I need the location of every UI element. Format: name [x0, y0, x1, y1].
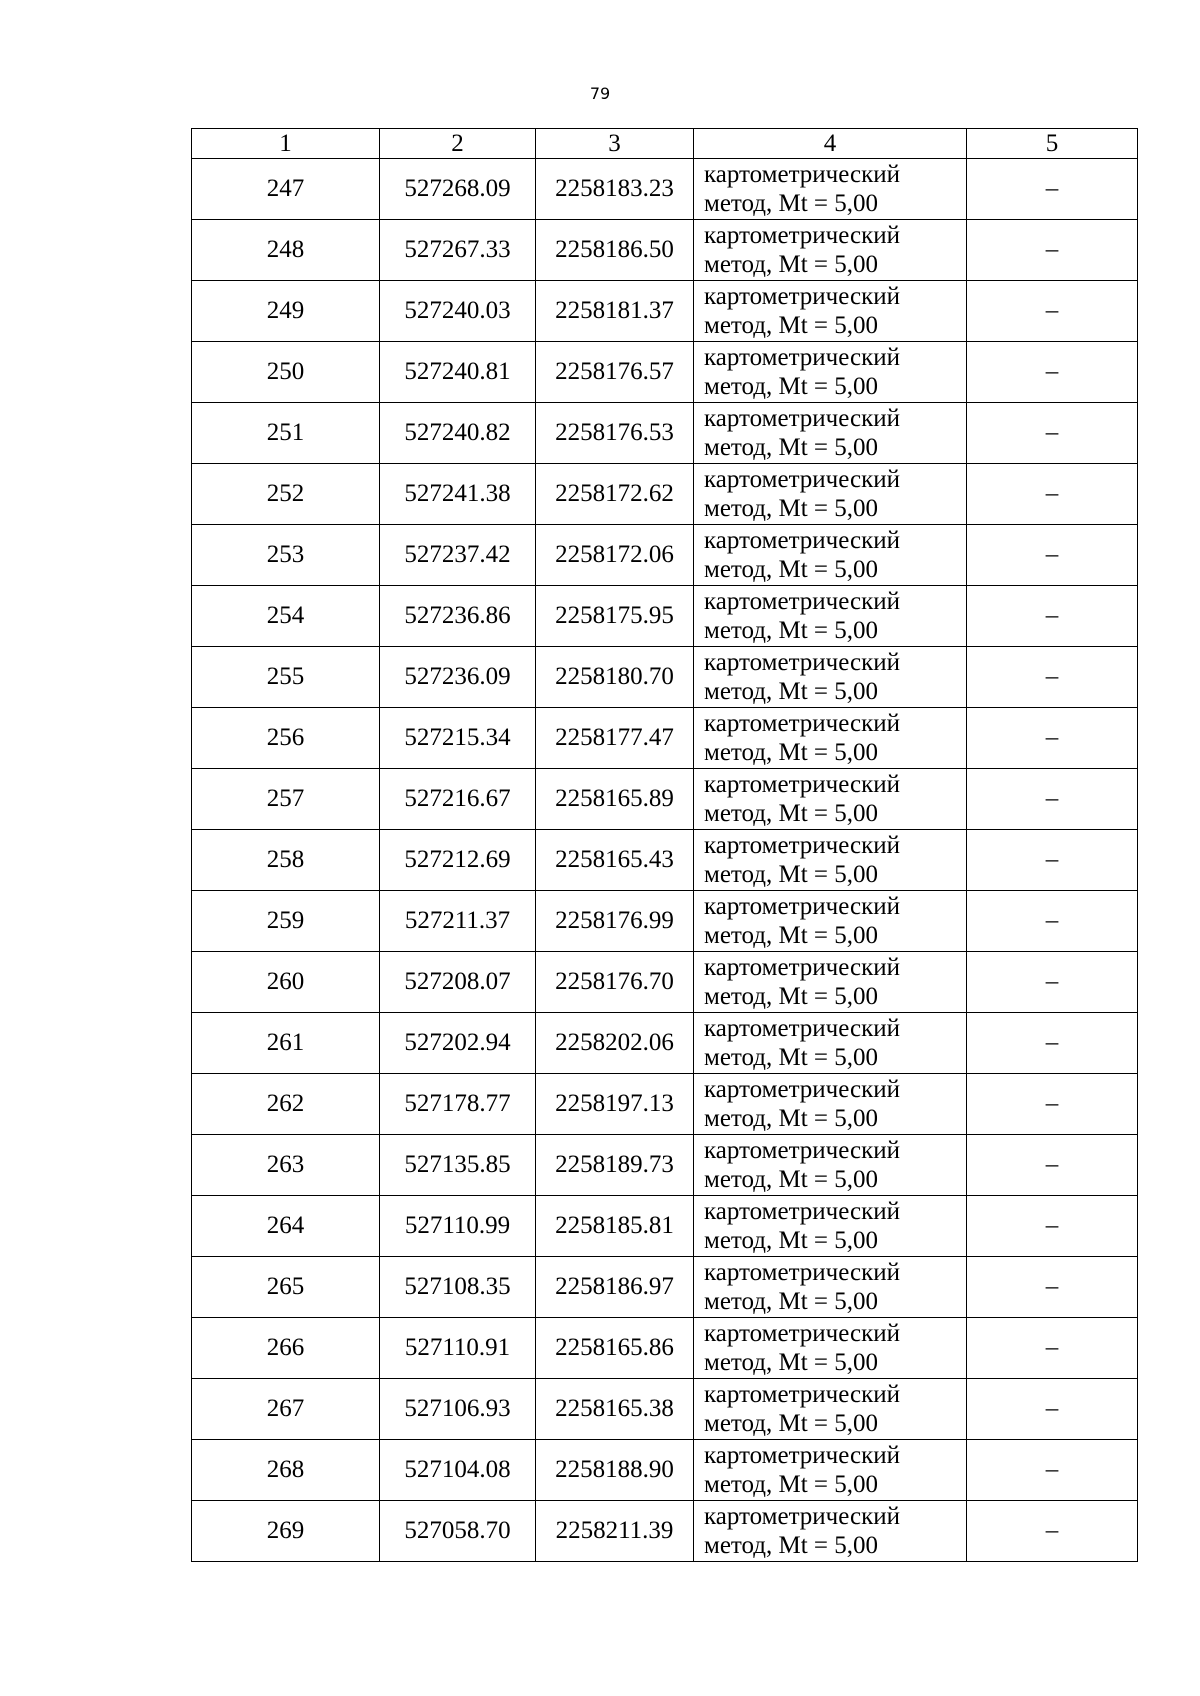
- point-number-cell: 258: [192, 830, 380, 891]
- header-row: [192, 129, 1138, 159]
- y-coordinate-cell: 2258176.99: [536, 891, 694, 952]
- y-coordinate-cell: 2258165.43: [536, 830, 694, 891]
- method-cell: [694, 1074, 967, 1135]
- method-line-2: метод, Mt = 5,00: [704, 495, 879, 522]
- method-line-1: картометрический: [704, 1137, 900, 1164]
- x-coordinate-cell: 527058.70: [380, 1501, 536, 1562]
- point-number-cell: 256: [192, 708, 380, 769]
- point-number-cell: 266: [192, 1318, 380, 1379]
- method-line-1: картометрический: [704, 1442, 900, 1469]
- x-coordinate-cell: 527211.37: [380, 891, 536, 952]
- method-line-1: картометрический: [704, 161, 900, 188]
- method-line-1: картометрический: [704, 1320, 900, 1347]
- method-line-2: метод, Mt = 5,00: [704, 983, 879, 1010]
- x-coordinate-cell: 527216.67: [380, 769, 536, 830]
- method-cell: [694, 1196, 967, 1257]
- y-coordinate-cell: 2258186.50: [536, 220, 694, 281]
- method-cell: [694, 1257, 967, 1318]
- method-cell: [694, 708, 967, 769]
- y-coordinate-cell: 2258165.89: [536, 769, 694, 830]
- x-coordinate-cell: 527202.94: [380, 1013, 536, 1074]
- method-cell: [694, 220, 967, 281]
- y-coordinate-cell: 2258175.95: [536, 586, 694, 647]
- page-number: 79: [589, 84, 611, 103]
- table-body: [192, 159, 1138, 1562]
- y-coordinate-cell: 2258189.73: [536, 1135, 694, 1196]
- note-cell: –: [967, 1318, 1138, 1379]
- table-row: [192, 1013, 1138, 1074]
- method-cell: [694, 342, 967, 403]
- method-line-1: картометрический: [704, 1259, 900, 1286]
- table-row: [192, 647, 1138, 708]
- note-cell: –: [967, 220, 1138, 281]
- x-coordinate-cell: 527215.34: [380, 708, 536, 769]
- method-cell: [694, 769, 967, 830]
- table-row: [192, 952, 1138, 1013]
- method-line-2: метод, Mt = 5,00: [704, 556, 879, 583]
- column-header: 5: [967, 129, 1138, 159]
- method-line-1: картометрический: [704, 649, 900, 676]
- note-cell: –: [967, 952, 1138, 1013]
- x-coordinate-cell: 527178.77: [380, 1074, 536, 1135]
- table-row: [192, 830, 1138, 891]
- note-cell: –: [967, 1013, 1138, 1074]
- method-line-2: метод, Mt = 5,00: [704, 373, 879, 400]
- note-cell: –: [967, 403, 1138, 464]
- x-coordinate-cell: 527108.35: [380, 1257, 536, 1318]
- method-cell: [694, 952, 967, 1013]
- x-coordinate-cell: 527268.09: [380, 159, 536, 220]
- note-cell: –: [967, 1440, 1138, 1501]
- y-coordinate-cell: 2258211.39: [536, 1501, 694, 1562]
- method-cell: [694, 1379, 967, 1440]
- note-cell: –: [967, 647, 1138, 708]
- note-cell: –: [967, 1257, 1138, 1318]
- method-cell: [694, 647, 967, 708]
- y-coordinate-cell: 2258202.06: [536, 1013, 694, 1074]
- note-cell: –: [967, 769, 1138, 830]
- method-line-2: метод, Mt = 5,00: [704, 922, 879, 949]
- method-line-1: картометрический: [704, 1198, 900, 1225]
- table-row: [192, 1257, 1138, 1318]
- method-cell: [694, 1135, 967, 1196]
- method-line-1: картометрический: [704, 954, 900, 981]
- method-line-2: метод, Mt = 5,00: [704, 1471, 879, 1498]
- point-number-cell: 248: [192, 220, 380, 281]
- point-number-cell: 261: [192, 1013, 380, 1074]
- method-line-2: метод, Mt = 5,00: [704, 1227, 879, 1254]
- method-line-1: картометрический: [704, 588, 900, 615]
- point-number-cell: 250: [192, 342, 380, 403]
- x-coordinate-cell: 527212.69: [380, 830, 536, 891]
- method-cell: [694, 891, 967, 952]
- point-number-cell: 253: [192, 525, 380, 586]
- x-coordinate-cell: 527236.09: [380, 647, 536, 708]
- method-line-1: картометрический: [704, 527, 900, 554]
- table-row: [192, 220, 1138, 281]
- column-header: 4: [694, 129, 967, 159]
- table-row: [192, 1379, 1138, 1440]
- point-number-cell: 262: [192, 1074, 380, 1135]
- note-cell: –: [967, 281, 1138, 342]
- method-line-2: метод, Mt = 5,00: [704, 1044, 879, 1071]
- method-line-1: картометрический: [704, 832, 900, 859]
- table-row: [192, 403, 1138, 464]
- method-cell: [694, 159, 967, 220]
- x-coordinate-cell: 527110.99: [380, 1196, 536, 1257]
- point-number-cell: 265: [192, 1257, 380, 1318]
- table-row: [192, 159, 1138, 220]
- note-cell: –: [967, 1501, 1138, 1562]
- y-coordinate-cell: 2258165.38: [536, 1379, 694, 1440]
- method-line-1: картометрический: [704, 466, 900, 493]
- x-coordinate-cell: 527106.93: [380, 1379, 536, 1440]
- y-coordinate-cell: 2258180.70: [536, 647, 694, 708]
- y-coordinate-cell: 2258176.57: [536, 342, 694, 403]
- note-cell: –: [967, 342, 1138, 403]
- table-row: [192, 1196, 1138, 1257]
- y-coordinate-cell: 2258177.47: [536, 708, 694, 769]
- table-row: [192, 586, 1138, 647]
- note-cell: –: [967, 464, 1138, 525]
- x-coordinate-cell: 527104.08: [380, 1440, 536, 1501]
- method-line-2: метод, Mt = 5,00: [704, 1105, 879, 1132]
- method-line-2: метод, Mt = 5,00: [704, 312, 879, 339]
- x-coordinate-cell: 527110.91: [380, 1318, 536, 1379]
- method-cell: [694, 586, 967, 647]
- note-cell: –: [967, 1074, 1138, 1135]
- table-row: [192, 708, 1138, 769]
- note-cell: –: [967, 830, 1138, 891]
- point-number-cell: 268: [192, 1440, 380, 1501]
- point-number-cell: 259: [192, 891, 380, 952]
- y-coordinate-cell: 2258176.53: [536, 403, 694, 464]
- method-cell: [694, 1440, 967, 1501]
- y-coordinate-cell: 2258186.97: [536, 1257, 694, 1318]
- method-line-2: метод, Mt = 5,00: [704, 1410, 879, 1437]
- point-number-cell: 247: [192, 159, 380, 220]
- x-coordinate-cell: 527236.86: [380, 586, 536, 647]
- method-line-2: метод, Mt = 5,00: [704, 1166, 879, 1193]
- method-line-2: метод, Mt = 5,00: [704, 434, 879, 461]
- method-line-2: метод, Mt = 5,00: [704, 1288, 879, 1315]
- table-row: [192, 464, 1138, 525]
- column-header: 1: [192, 129, 380, 159]
- x-coordinate-cell: 527208.07: [380, 952, 536, 1013]
- y-coordinate-cell: 2258188.90: [536, 1440, 694, 1501]
- point-number-cell: 267: [192, 1379, 380, 1440]
- point-number-cell: 263: [192, 1135, 380, 1196]
- method-cell: [694, 525, 967, 586]
- point-number-cell: 249: [192, 281, 380, 342]
- x-coordinate-cell: 527240.03: [380, 281, 536, 342]
- method-line-2: метод, Mt = 5,00: [704, 800, 879, 827]
- table-row: [192, 1440, 1138, 1501]
- table-row: [192, 281, 1138, 342]
- method-cell: [694, 281, 967, 342]
- y-coordinate-cell: 2258183.23: [536, 159, 694, 220]
- method-line-1: картометрический: [704, 1381, 900, 1408]
- table-row: [192, 1318, 1138, 1379]
- point-number-cell: 251: [192, 403, 380, 464]
- y-coordinate-cell: 2258172.06: [536, 525, 694, 586]
- note-cell: –: [967, 1196, 1138, 1257]
- method-line-1: картометрический: [704, 222, 900, 249]
- table-row: [192, 1074, 1138, 1135]
- method-line-2: метод, Mt = 5,00: [704, 678, 879, 705]
- x-coordinate-cell: 527135.85: [380, 1135, 536, 1196]
- x-coordinate-cell: 527267.33: [380, 220, 536, 281]
- point-number-cell: 269: [192, 1501, 380, 1562]
- y-coordinate-cell: 2258172.62: [536, 464, 694, 525]
- note-cell: –: [967, 1379, 1138, 1440]
- method-line-2: метод, Mt = 5,00: [704, 617, 879, 644]
- method-cell: [694, 1318, 967, 1379]
- x-coordinate-cell: 527240.82: [380, 403, 536, 464]
- method-cell: [694, 1501, 967, 1562]
- column-header: 2: [380, 129, 536, 159]
- column-header: 3: [536, 129, 694, 159]
- point-number-cell: 260: [192, 952, 380, 1013]
- point-number-cell: 252: [192, 464, 380, 525]
- y-coordinate-cell: 2258197.13: [536, 1074, 694, 1135]
- method-line-1: картометрический: [704, 1076, 900, 1103]
- point-number-cell: 254: [192, 586, 380, 647]
- table-row: [192, 525, 1138, 586]
- method-line-2: метод, Mt = 5,00: [704, 1349, 879, 1376]
- x-coordinate-cell: 527240.81: [380, 342, 536, 403]
- x-coordinate-cell: 527237.42: [380, 525, 536, 586]
- method-line-1: картометрический: [704, 710, 900, 737]
- method-cell: [694, 403, 967, 464]
- method-line-2: метод, Mt = 5,00: [704, 739, 879, 766]
- method-line-1: картометрический: [704, 771, 900, 798]
- method-line-2: метод, Mt = 5,00: [704, 861, 879, 888]
- note-cell: –: [967, 1135, 1138, 1196]
- method-line-1: картометрический: [704, 1503, 900, 1530]
- point-number-cell: 264: [192, 1196, 380, 1257]
- coordinates-table: [191, 128, 1138, 1562]
- method-line-1: картометрический: [704, 1015, 900, 1042]
- method-cell: [694, 464, 967, 525]
- method-line-2: метод, Mt = 5,00: [704, 251, 879, 278]
- method-cell: [694, 830, 967, 891]
- y-coordinate-cell: 2258181.37: [536, 281, 694, 342]
- table-row: [192, 769, 1138, 830]
- y-coordinate-cell: 2258185.81: [536, 1196, 694, 1257]
- note-cell: –: [967, 708, 1138, 769]
- note-cell: –: [967, 586, 1138, 647]
- point-number-cell: 255: [192, 647, 380, 708]
- table-row: [192, 1501, 1138, 1562]
- method-line-1: картометрический: [704, 344, 900, 371]
- y-coordinate-cell: 2258176.70: [536, 952, 694, 1013]
- method-line-1: картометрический: [704, 893, 900, 920]
- y-coordinate-cell: 2258165.86: [536, 1318, 694, 1379]
- method-line-2: метод, Mt = 5,00: [704, 190, 879, 217]
- note-cell: –: [967, 159, 1138, 220]
- method-line-1: картометрический: [704, 283, 900, 310]
- table-row: [192, 342, 1138, 403]
- method-line-2: метод, Mt = 5,00: [704, 1532, 879, 1559]
- x-coordinate-cell: 527241.38: [380, 464, 536, 525]
- method-cell: [694, 1013, 967, 1074]
- table-row: [192, 1135, 1138, 1196]
- table-row: [192, 891, 1138, 952]
- note-cell: –: [967, 525, 1138, 586]
- point-number-cell: 257: [192, 769, 380, 830]
- note-cell: –: [967, 891, 1138, 952]
- method-line-1: картометрический: [704, 405, 900, 432]
